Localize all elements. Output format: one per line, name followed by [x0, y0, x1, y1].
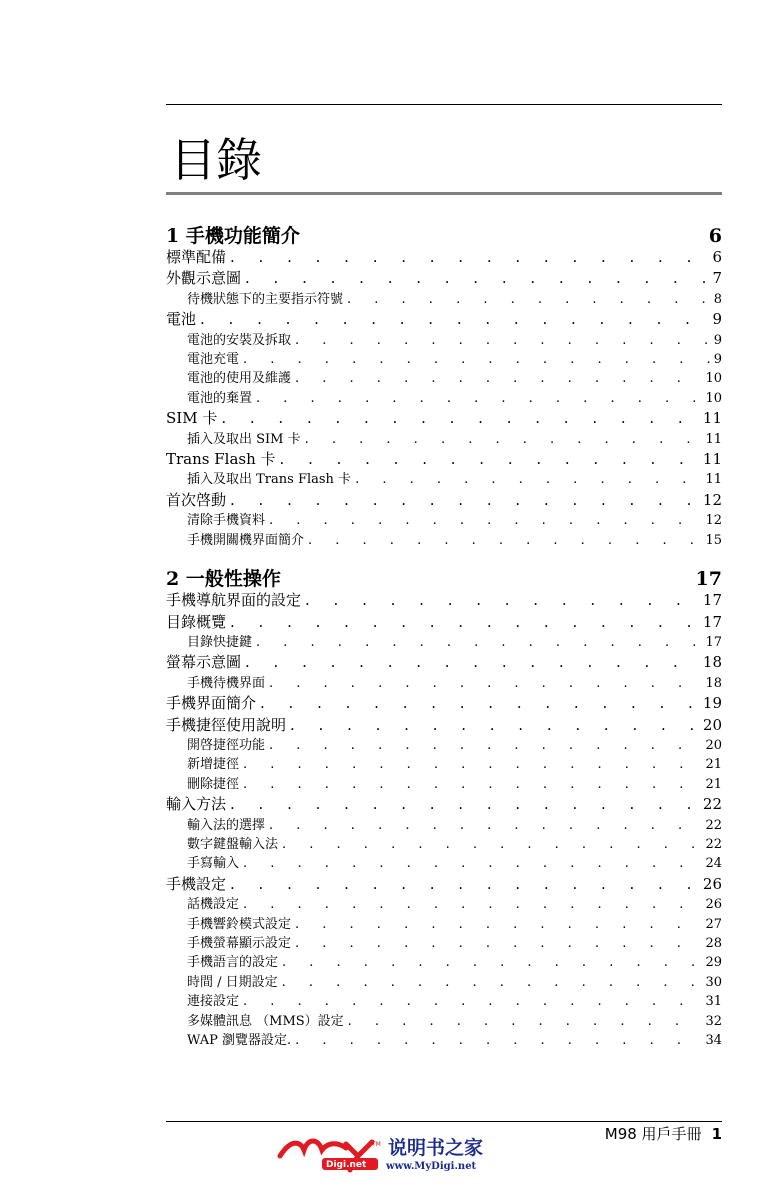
title-underline [166, 192, 722, 195]
dot-leader [348, 1012, 702, 1031]
entry-title: 刪除捷徑 [187, 776, 240, 792]
entry-page: 10 [705, 390, 722, 406]
entry-page: 20 [705, 737, 722, 753]
dot-leader [290, 715, 699, 736]
entry-page: 12 [702, 490, 722, 509]
entry-title: 目錄快捷鍵 [187, 634, 253, 650]
entry-title: SIM 卡 [166, 409, 218, 428]
dot-leader [243, 350, 710, 369]
dot-leader [308, 531, 701, 550]
entry-page: 9 [713, 352, 722, 368]
entry-title: 手機開關機界面簡介 [187, 532, 305, 548]
dot-leader [282, 973, 702, 992]
entry-title: 手機設定 [166, 874, 227, 893]
footer-label: M98 用戶手冊 [604, 1125, 702, 1143]
toc-entry [166, 794, 722, 815]
logo-cn-name: 说明书之家 [388, 1137, 484, 1159]
entry-page: 18 [702, 653, 722, 672]
chapter-page: 6 [708, 225, 722, 247]
toc-entry [166, 408, 722, 429]
entry-page: 9 [713, 332, 722, 348]
toc-entry [166, 693, 722, 714]
toc-subentry [166, 331, 722, 350]
entry-page: 24 [705, 856, 722, 872]
entry-page: 11 [705, 472, 722, 488]
toc-subentry [166, 369, 722, 388]
dot-leader [269, 736, 701, 755]
entry-title: 手機語言的設定 [187, 955, 279, 971]
toc-subentry [166, 736, 722, 755]
dot-leader [230, 794, 699, 815]
entry-page: 9 [712, 310, 722, 329]
toc-entry [166, 490, 722, 511]
dot-leader [245, 268, 708, 289]
dot-leader [295, 915, 701, 934]
toc-subentry [166, 633, 722, 652]
dot-leader [243, 895, 701, 914]
toc-subentry [166, 934, 722, 953]
entry-page: 17 [702, 612, 722, 631]
entry-title: WAP 瀏覽器設定. [187, 1033, 292, 1049]
entry-title: 插入及取出 Trans Flash 卡 [187, 472, 352, 488]
chapter-heading [166, 568, 722, 590]
dot-leader [243, 992, 701, 1011]
dot-leader [230, 874, 699, 895]
toc-subentry [166, 755, 722, 774]
dot-leader [269, 816, 701, 835]
toc-subentry [166, 531, 722, 550]
dot-leader [295, 369, 701, 388]
entry-page: 21 [705, 757, 722, 773]
dot-leader [243, 775, 701, 794]
entry-title: 話機設定 [187, 897, 240, 913]
toc-subentry [166, 992, 722, 1011]
entry-page: 20 [702, 715, 722, 734]
toc-subentry [166, 775, 722, 794]
footer-rule [166, 1121, 722, 1122]
entry-page: 17 [705, 634, 722, 650]
entry-page: 12 [705, 513, 722, 529]
entry-page: 29 [705, 955, 722, 971]
entry-title: 電池的安裝及拆取 [187, 332, 292, 348]
toc-entry [166, 247, 722, 268]
toc-entry [166, 268, 722, 289]
entry-title: 數字鍵盤輸入法 [187, 836, 279, 852]
entry-page: 15 [705, 532, 722, 548]
chapter-page: 17 [695, 568, 722, 591]
toc-entry [166, 652, 722, 673]
dot-leader [230, 490, 699, 511]
entry-title: 清除手機資料 [187, 513, 266, 529]
entry-page: 11 [702, 409, 722, 428]
entry-title: 手機捷徑使用說明 [166, 715, 287, 734]
dot-leader [295, 331, 710, 350]
dot-leader [243, 755, 701, 774]
toc-subentry [166, 854, 722, 873]
dot-leader [282, 953, 701, 972]
page-title: 目錄 [170, 133, 262, 187]
entry-page: 30 [705, 974, 722, 990]
entry-title: 目錄概覽 [166, 612, 227, 631]
entry-page: 26 [705, 897, 722, 913]
dot-leader [305, 590, 699, 611]
toc-entry [166, 612, 722, 633]
entry-title: 手機界面簡介 [166, 694, 257, 713]
entry-title: 首次啓動 [166, 490, 227, 509]
entry-page: 32 [705, 1013, 722, 1029]
toc-subentry [166, 511, 722, 530]
header-rule [166, 104, 722, 105]
dot-leader [280, 449, 699, 470]
watermark-logo [276, 1134, 526, 1174]
entry-page: 11 [705, 431, 722, 447]
dot-leader [256, 633, 701, 652]
table-of-contents [166, 225, 722, 1050]
toc-subentry [166, 430, 722, 449]
entry-page: 17 [702, 591, 722, 610]
chapter-title: 2 一般性操作 [166, 568, 281, 591]
entry-page: 21 [705, 776, 722, 792]
dot-leader [295, 1031, 701, 1050]
dot-leader [260, 693, 699, 714]
entry-page: 19 [702, 694, 722, 713]
dot-leader [221, 408, 699, 429]
dot-leader [295, 934, 701, 953]
entry-title: 電池 [166, 310, 197, 329]
toc-subentry [166, 895, 722, 914]
toc-subentry [166, 953, 722, 972]
entry-page: 26 [702, 874, 722, 893]
entry-page: 22 [702, 795, 722, 814]
entry-page: 18 [705, 675, 722, 691]
toc-subentry [166, 290, 722, 309]
entry-title: 電池的棄置 [187, 390, 253, 406]
toc-subentry [166, 1012, 722, 1031]
toc-subentry [166, 1031, 722, 1050]
entry-title: 多媒體訊息 （MMS）設定 [187, 1013, 344, 1029]
toc-chapter [166, 568, 722, 1050]
entry-title: 新增捷徑 [187, 757, 240, 773]
entry-title: 手機響鈴模式設定 [187, 916, 292, 932]
toc-entry [166, 715, 722, 736]
entry-page: 27 [705, 916, 722, 932]
entry-title: 手寫輸入 [187, 856, 240, 872]
entry-title: 手機待機界面 [187, 675, 266, 691]
logo-badge: Digi.net [326, 1160, 367, 1170]
toc-subentry [166, 389, 722, 408]
toc-entry [166, 590, 722, 611]
dot-leader [347, 290, 710, 309]
entry-title: 輸入方法 [166, 795, 227, 814]
toc-subentry [166, 350, 722, 369]
entry-title: 標準配備 [166, 248, 227, 266]
dot-leader [305, 430, 702, 449]
toc-entry [166, 309, 722, 330]
entry-title: 插入及取出 SIM 卡 [187, 431, 301, 447]
entry-page: 22 [705, 817, 722, 833]
entry-page: 28 [705, 936, 722, 951]
toc-chapter [166, 225, 722, 550]
entry-page: 34 [705, 1033, 722, 1049]
dot-leader [230, 612, 699, 633]
entry-title: 手機螢幕顯示設定 [187, 936, 292, 951]
page-footer [605, 1124, 722, 1144]
toc-subentry [166, 915, 722, 934]
dot-leader [243, 854, 701, 873]
dot-leader [269, 674, 701, 693]
entry-title: 待機狀態下的主要指示符號 [187, 291, 344, 307]
toc-entry [166, 874, 722, 895]
entry-title: 連接設定 [187, 994, 240, 1010]
toc-subentry [166, 816, 722, 835]
chapter-title: 1 手機功能簡介 [166, 225, 300, 247]
entry-page: 7 [712, 269, 722, 288]
logo-swoosh-icon [280, 1141, 346, 1156]
dot-leader [269, 511, 701, 530]
entry-title: 外觀示意圖 [166, 269, 242, 288]
logo-url: www.MyDigi.net [386, 1161, 477, 1172]
dot-leader [200, 309, 708, 330]
entry-page: 11 [702, 450, 722, 469]
entry-title: 時間 / 日期設定 [187, 974, 278, 990]
dot-leader [256, 389, 701, 408]
entry-page: 6 [712, 248, 722, 266]
entry-page: 31 [705, 994, 722, 1010]
page-number: 1 [711, 1125, 722, 1143]
entry-title: 螢幕示意圖 [166, 653, 242, 672]
toc-subentry [166, 674, 722, 693]
entry-title: 電池的使用及維護 [187, 371, 292, 387]
chapter-heading [166, 225, 722, 247]
entry-title: Trans Flash 卡 [166, 450, 276, 469]
dot-leader [245, 652, 699, 673]
entry-title: 開啓捷徑功能 [187, 737, 266, 753]
dot-leader [230, 247, 708, 268]
toc-subentry [166, 973, 722, 992]
entry-title: 電池充電 [187, 352, 240, 368]
toc-entry [166, 449, 722, 470]
dot-leader [282, 835, 701, 854]
toc-subentry [166, 835, 722, 854]
dot-leader [355, 470, 701, 489]
entry-title: 手機導航界面的設定 [166, 591, 302, 610]
toc-subentry [166, 470, 722, 489]
entry-page: 22 [705, 836, 722, 852]
logo-tm: TM [372, 1141, 381, 1148]
entry-page: 10 [705, 371, 722, 387]
entry-title: 輸入法的選擇 [187, 817, 266, 833]
entry-page: 8 [713, 291, 722, 307]
